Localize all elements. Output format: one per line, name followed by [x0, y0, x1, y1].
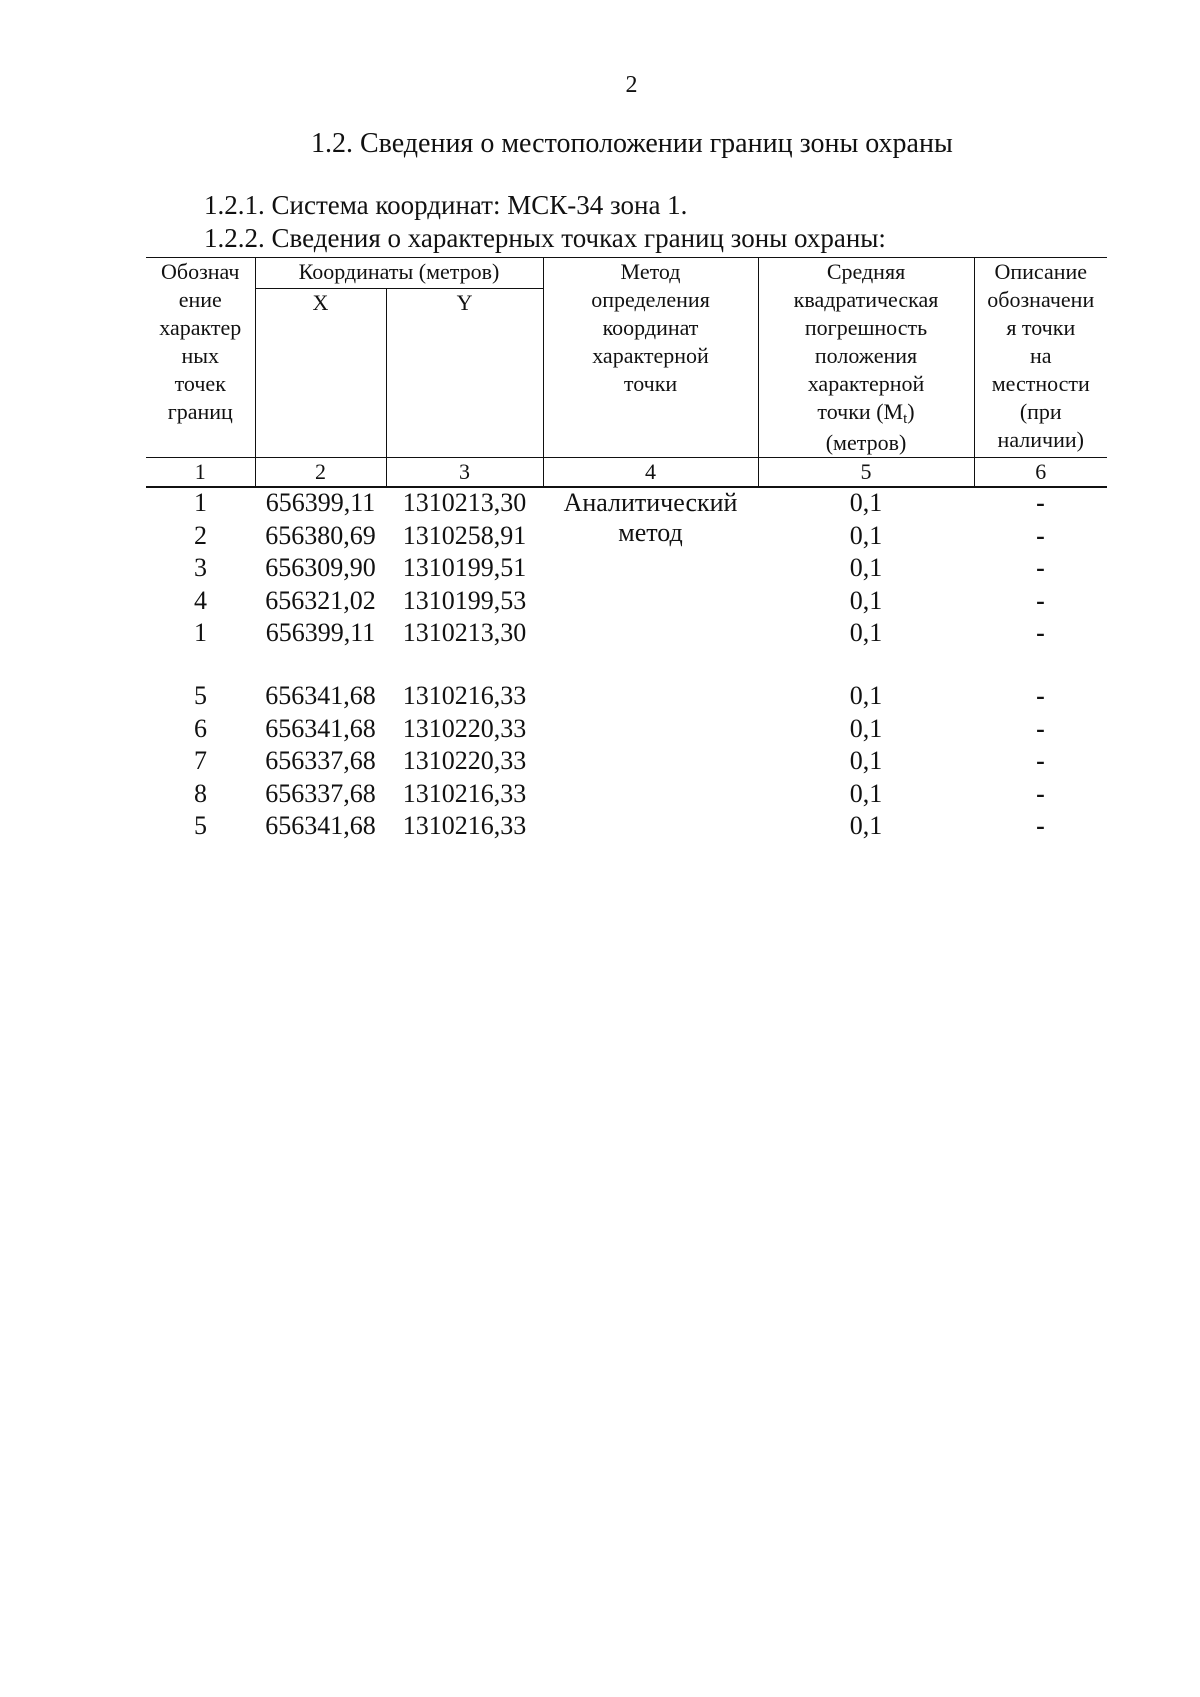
column-number: 3 [386, 458, 543, 488]
point-number: 3 [194, 553, 207, 583]
points-heading: 1.2.2. Сведения о характерных точках границ зоны охраны: [204, 223, 886, 253]
coord-x: 656341,68 [265, 811, 376, 841]
error-value: 0,1 [849, 746, 883, 776]
error-value: 0,1 [849, 618, 883, 648]
point-number: 2 [194, 520, 207, 550]
header-designation: Обознач ение характер ных точек границ [146, 258, 255, 458]
description-value: - [1036, 811, 1045, 841]
coord-x: 656399,11 [265, 488, 376, 517]
point-number: 4 [194, 585, 207, 615]
error-value: 0,1 [849, 585, 883, 615]
description-value: - [1036, 746, 1045, 776]
header-method: Метод определения координат характерной точки [543, 258, 758, 458]
error-value: 0,1 [849, 778, 883, 808]
description-value: - [1036, 585, 1045, 615]
coord-x: 656337,68 [265, 778, 376, 808]
coord-y: 1310216,33 [402, 811, 527, 841]
description-value: - [1036, 713, 1045, 743]
header-error: Средняя квадратическая погрешность положения характерной точки (Mt) (метров) [758, 258, 974, 458]
header-description: Описание обозначени я точки на местности (при наличии) [974, 258, 1107, 458]
coord-y: 1310213,30 [402, 488, 527, 517]
column-number-row [146, 458, 1107, 488]
point-number: 7 [194, 746, 207, 776]
point-number: 1 [194, 618, 207, 648]
description-value: - [1036, 618, 1045, 648]
coord-y: 1310213,30 [402, 618, 527, 648]
coord-y: 1310216,33 [402, 778, 527, 808]
error-value: 0,1 [849, 713, 883, 743]
coord-x: 656341,68 [265, 713, 376, 743]
boundary-points-table [146, 257, 1107, 844]
coord-x: 656321,02 [265, 585, 376, 615]
error-value: 0,1 [849, 488, 883, 517]
error-value: 0,1 [849, 811, 883, 841]
header-row [146, 258, 1107, 289]
point-number: 6 [194, 713, 207, 743]
point-number: 5 [194, 811, 207, 841]
error-value: 0,1 [849, 553, 883, 583]
coord-x: 656380,69 [265, 520, 376, 550]
method-cell: Аналитический метод [563, 488, 738, 547]
coordinate-system-line: 1.2.1. Система координат: МСК-34 зона 1. [204, 190, 688, 220]
coord-y: 1310199,51 [402, 553, 527, 583]
coord-y: 1310220,33 [402, 713, 527, 743]
column-number: 1 [146, 458, 255, 488]
coord-x: 656341,68 [265, 680, 376, 710]
coord-y: 1310220,33 [402, 746, 527, 776]
coord-x: 656399,11 [265, 618, 376, 648]
column-number: 4 [543, 458, 758, 488]
point-number: 1 [194, 488, 207, 517]
description-value: - [1036, 778, 1045, 808]
column-number: 5 [758, 458, 974, 488]
table-row [146, 487, 1107, 521]
coord-x: 656309,90 [265, 553, 376, 583]
coord-x: 656337,68 [265, 746, 376, 776]
error-value: 0,1 [849, 680, 883, 710]
point-number: 5 [194, 680, 207, 710]
header-coordinates: Координаты (метров) [255, 258, 543, 289]
description-value: - [1036, 680, 1045, 710]
description-value: - [1036, 488, 1045, 517]
coord-y: 1310199,53 [402, 585, 527, 615]
header-x: X [255, 289, 386, 458]
section-title: 1.2. Сведения о местоположении границ зоны охраны [311, 128, 953, 159]
header-y: Y [386, 289, 543, 458]
description-value: - [1036, 553, 1045, 583]
column-number: 6 [974, 458, 1107, 488]
description-value: - [1036, 520, 1045, 550]
coord-y: 1310258,91 [402, 520, 527, 550]
page-number: 2 [625, 72, 638, 98]
column-number: 2 [255, 458, 386, 488]
error-value: 0,1 [849, 520, 883, 550]
coord-y: 1310216,33 [402, 680, 527, 710]
point-number: 8 [194, 778, 207, 808]
